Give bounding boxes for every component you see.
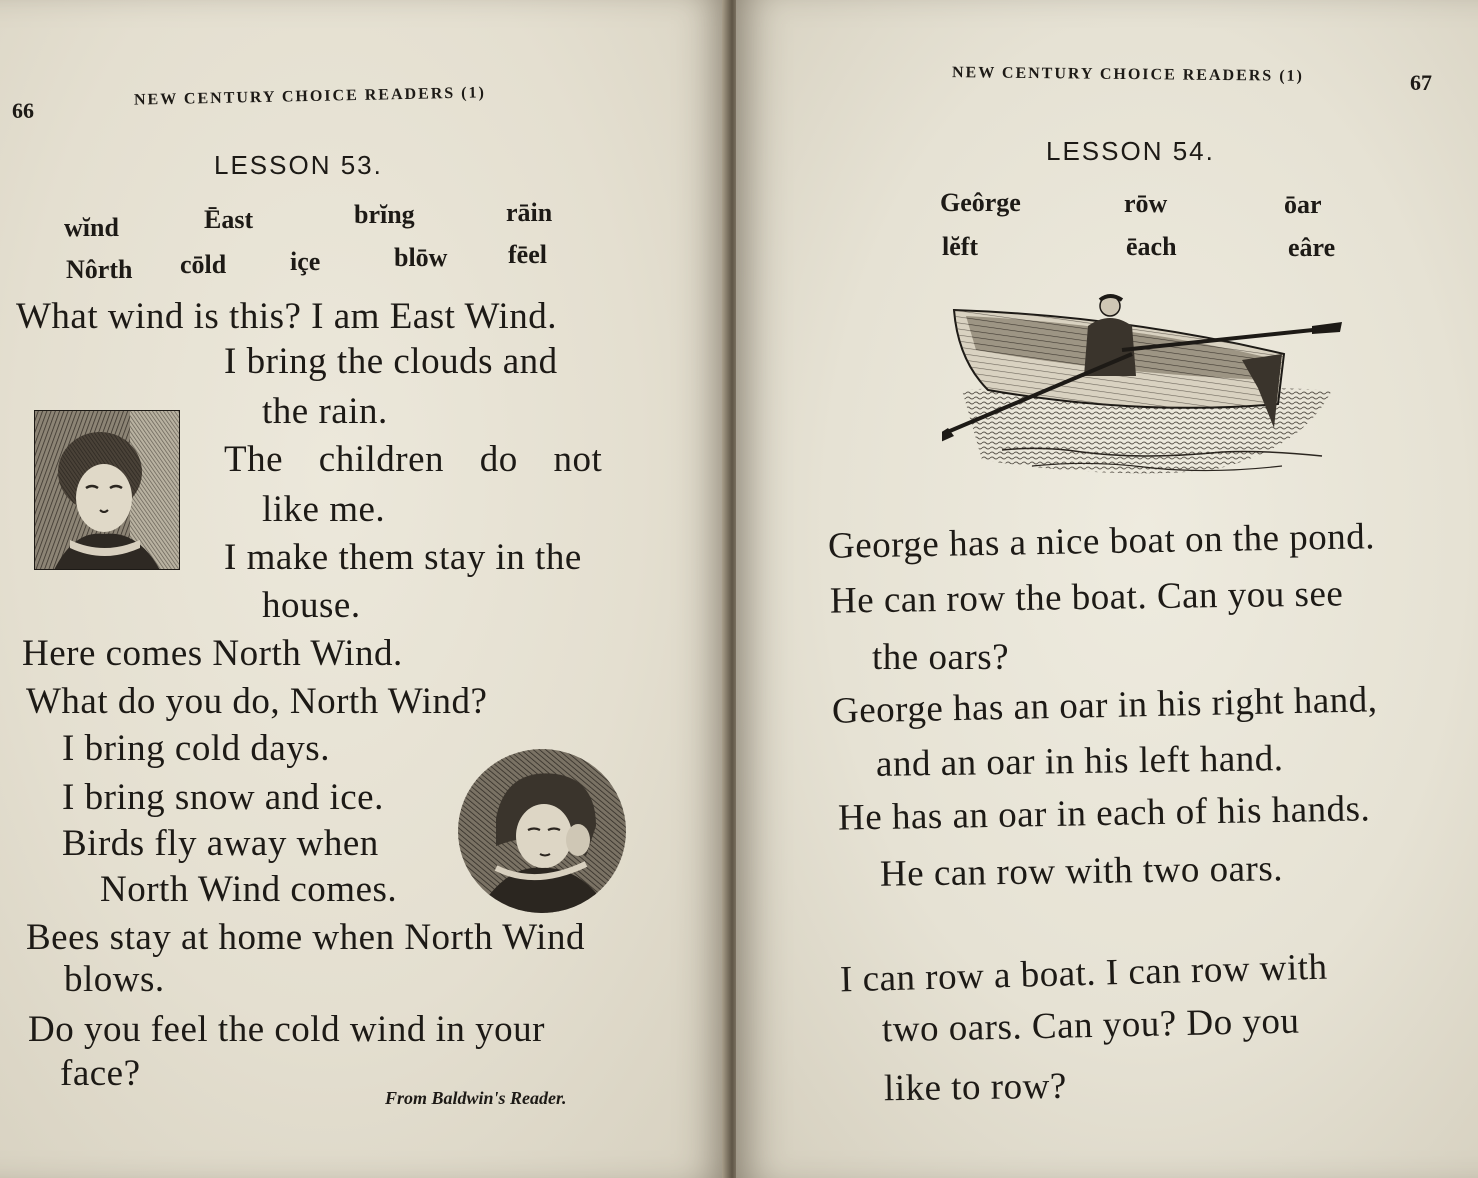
running-head: NEW CENTURY CHOICE READERS (1) xyxy=(951,64,1305,85)
text-line: I make them stay in the xyxy=(224,537,582,578)
text-line: I bring snow and ice. xyxy=(62,777,384,818)
text-line: blows. xyxy=(64,959,165,1000)
text-line: He can row the boat. Can you see xyxy=(829,573,1344,622)
vocab-word: blōw xyxy=(394,243,448,272)
lesson-title: LESSON 53. xyxy=(214,150,383,180)
text-line: What do you do, North Wind? xyxy=(26,681,488,722)
text-line: I bring the clouds and xyxy=(224,341,558,382)
text-line: Birds fly away when xyxy=(62,823,379,864)
vocab-word: cōld xyxy=(180,250,227,279)
page-number: 66 xyxy=(12,98,34,123)
text-line: house. xyxy=(262,585,361,626)
vocab-word: rōw xyxy=(1124,189,1168,218)
text-line: He has an oar in each of his hands. xyxy=(837,788,1371,839)
vocab-word: rāin xyxy=(506,198,553,227)
girl-portrait-illustration xyxy=(34,410,180,570)
text-line: George has an oar in his right hand, xyxy=(831,679,1378,732)
text-line: face? xyxy=(60,1053,141,1094)
vocab-word: Geôrge xyxy=(940,188,1021,217)
vocab-word: Nôrth xyxy=(66,255,133,284)
text-line: I can row a boat. I can row with xyxy=(839,946,1329,1001)
text-line: He can row with two oars. xyxy=(879,848,1284,895)
right-page xyxy=(736,0,1478,1178)
left-page xyxy=(0,0,728,1178)
text-line: George has a nice boat on the pond. xyxy=(827,516,1376,567)
vocab-word: wĭnd xyxy=(64,213,119,242)
text-line: What wind is this? I am East Wind. xyxy=(16,296,557,337)
vocab-word: eâre xyxy=(1288,233,1336,262)
text-line: Here comes North Wind. xyxy=(22,633,403,674)
rowboat-illustration xyxy=(942,290,1342,490)
running-head: NEW CENTURY CHOICE READERS (1) xyxy=(133,84,487,109)
page-number: 67 xyxy=(1410,70,1432,95)
text-line: and an oar in his left hand. xyxy=(875,738,1284,785)
text-line: the rain. xyxy=(262,391,388,432)
text-line: The children do not xyxy=(224,439,603,480)
vocab-word: ēach xyxy=(1126,232,1177,261)
source-credit: From Baldwin's Reader. xyxy=(385,1088,567,1108)
text-line: Bees stay at home when North Wind xyxy=(26,917,585,958)
vocab-word: fēel xyxy=(508,240,547,269)
hooded-child-illustration xyxy=(456,748,628,914)
lesson-title: LESSON 54. xyxy=(1046,136,1215,166)
text-line: I bring cold days. xyxy=(62,728,330,769)
text-line: the oars? xyxy=(872,637,1010,678)
text-line: two oars. Can you? Do you xyxy=(881,1000,1300,1051)
text-line: like me. xyxy=(262,489,386,530)
text-line: North Wind comes. xyxy=(100,869,398,910)
vocab-word: içe xyxy=(290,247,321,276)
vocab-word: ōar xyxy=(1284,190,1322,219)
vocab-word: brĭng xyxy=(354,200,415,229)
text-line: Do you feel the cold wind in your xyxy=(28,1009,545,1050)
text-line: like to row? xyxy=(883,1065,1068,1110)
vocab-word: lĕft xyxy=(942,232,979,261)
vocab-word: Ēast xyxy=(204,205,254,234)
